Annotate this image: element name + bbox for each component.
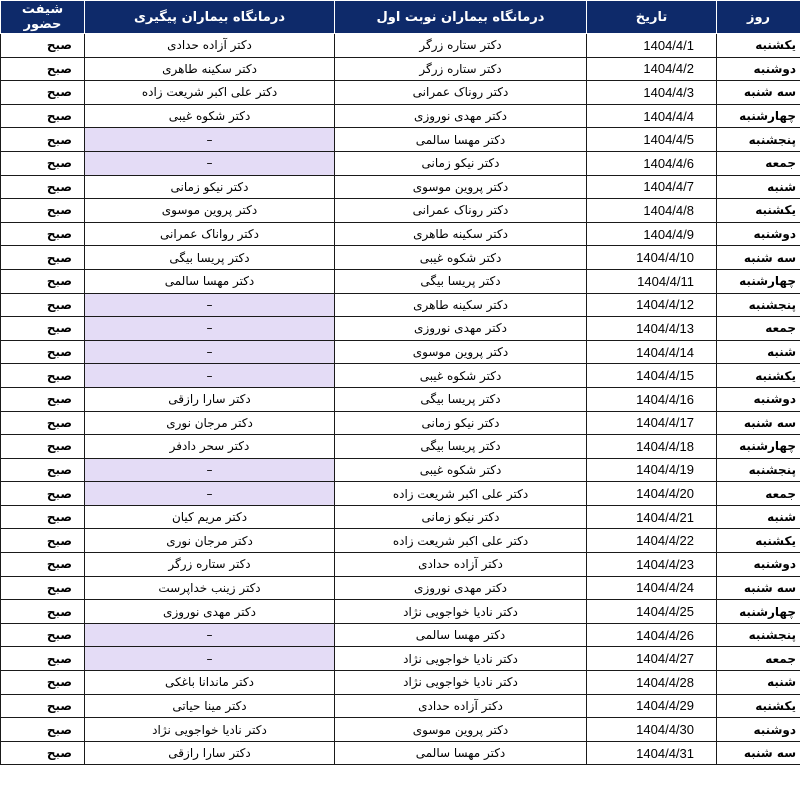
shift-cell: صبح	[1, 364, 85, 388]
day-cell: شنبه	[717, 175, 800, 199]
follow-up-doctor-cell: –	[85, 317, 335, 341]
table-row	[1, 199, 800, 223]
shift-cell: صبح	[1, 600, 85, 624]
date-cell: 1404/4/29	[587, 694, 717, 718]
date-cell: 1404/4/25	[587, 600, 717, 624]
header-first-visit-clinic: درمانگاه بیماران نوبت اول	[335, 1, 587, 34]
day-cell: سه شنبه	[717, 576, 800, 600]
date-cell: 1404/4/3	[587, 81, 717, 105]
day-cell: چهارشنبه	[717, 104, 800, 128]
follow-up-doctor-cell: –	[85, 293, 335, 317]
header-date: تاریخ	[587, 1, 717, 34]
follow-up-doctor-cell: –	[85, 128, 335, 152]
first-visit-doctor-cell: دکتر مهسا سالمی	[335, 128, 587, 152]
day-cell: پنجشنبه	[717, 128, 800, 152]
follow-up-doctor-cell: دکتر سکینه طاهری	[85, 57, 335, 81]
first-visit-doctor-cell: دکتر نادیا خواجویی نژاد	[335, 647, 587, 671]
table-row	[1, 435, 800, 459]
date-cell: 1404/4/31	[587, 741, 717, 765]
table-body	[1, 34, 800, 765]
shift-cell: صبح	[1, 104, 85, 128]
follow-up-doctor-cell: دکتر رواناک عمرانی	[85, 222, 335, 246]
table-row	[1, 269, 800, 293]
table-row	[1, 600, 800, 624]
table-row	[1, 411, 800, 435]
shift-cell: صبح	[1, 623, 85, 647]
date-cell: 1404/4/28	[587, 671, 717, 695]
first-visit-doctor-cell: دکتر نادیا خواجویی نژاد	[335, 600, 587, 624]
follow-up-doctor-cell: دکتر مهدی نوروزی	[85, 600, 335, 624]
shift-cell: صبح	[1, 647, 85, 671]
shift-cell: صبح	[1, 269, 85, 293]
first-visit-doctor-cell: دکتر نادیا خواجویی نژاد	[335, 671, 587, 695]
follow-up-doctor-cell: دکتر سارا رازقی	[85, 741, 335, 765]
table-row	[1, 340, 800, 364]
shift-cell: صبح	[1, 175, 85, 199]
day-cell: سه شنبه	[717, 411, 800, 435]
table-row	[1, 718, 800, 742]
date-cell: 1404/4/15	[587, 364, 717, 388]
day-cell: شنبه	[717, 505, 800, 529]
follow-up-doctor-cell: دکتر مرجان نوری	[85, 529, 335, 553]
first-visit-doctor-cell: دکتر سکینه طاهری	[335, 222, 587, 246]
day-cell: چهارشنبه	[717, 269, 800, 293]
date-cell: 1404/4/30	[587, 718, 717, 742]
follow-up-doctor-cell: دکتر ستاره زرگر	[85, 553, 335, 577]
table-row	[1, 387, 800, 411]
shift-cell: صبح	[1, 482, 85, 506]
date-cell: 1404/4/20	[587, 482, 717, 506]
first-visit-doctor-cell: دکتر پریسا بیگی	[335, 387, 587, 411]
day-cell: دوشنبه	[717, 387, 800, 411]
day-cell: یکشنبه	[717, 529, 800, 553]
day-cell: دوشنبه	[717, 553, 800, 577]
date-cell: 1404/4/4	[587, 104, 717, 128]
date-cell: 1404/4/1	[587, 34, 717, 58]
date-cell: 1404/4/13	[587, 317, 717, 341]
follow-up-doctor-cell: دکتر نیکو زمانی	[85, 175, 335, 199]
day-cell: جمعه	[717, 151, 800, 175]
shift-cell: صبح	[1, 505, 85, 529]
shift-cell: صبح	[1, 81, 85, 105]
first-visit-doctor-cell: دکتر علی اکبر شریعت زاده	[335, 529, 587, 553]
first-visit-doctor-cell: دکتر نیکو زمانی	[335, 151, 587, 175]
shift-cell: صبح	[1, 317, 85, 341]
date-cell: 1404/4/9	[587, 222, 717, 246]
table-row	[1, 553, 800, 577]
follow-up-doctor-cell: دکتر شکوه غیبی	[85, 104, 335, 128]
first-visit-doctor-cell: دکتر مهدی نوروزی	[335, 104, 587, 128]
first-visit-doctor-cell: دکتر آزاده حدادی	[335, 694, 587, 718]
first-visit-doctor-cell: دکتر پروین موسوی	[335, 175, 587, 199]
first-visit-doctor-cell: دکتر شکوه غیبی	[335, 246, 587, 270]
date-cell: 1404/4/26	[587, 623, 717, 647]
shift-cell: صبح	[1, 34, 85, 58]
table-row	[1, 576, 800, 600]
table-row	[1, 246, 800, 270]
date-cell: 1404/4/19	[587, 458, 717, 482]
first-visit-doctor-cell: دکتر پروین موسوی	[335, 340, 587, 364]
date-cell: 1404/4/8	[587, 199, 717, 223]
day-cell: سه شنبه	[717, 741, 800, 765]
follow-up-doctor-cell: دکتر مهسا سالمی	[85, 269, 335, 293]
table-row	[1, 57, 800, 81]
date-cell: 1404/4/17	[587, 411, 717, 435]
day-cell: چهارشنبه	[717, 435, 800, 459]
day-cell: یکشنبه	[717, 34, 800, 58]
first-visit-doctor-cell: دکتر نیکو زمانی	[335, 505, 587, 529]
table-row	[1, 222, 800, 246]
follow-up-doctor-cell: دکتر پریسا بیگی	[85, 246, 335, 270]
table-row	[1, 647, 800, 671]
first-visit-doctor-cell: دکتر شکوه غیبی	[335, 458, 587, 482]
follow-up-doctor-cell: دکتر علی اکبر شریعت زاده	[85, 81, 335, 105]
first-visit-doctor-cell: دکتر ستاره زرگر	[335, 34, 587, 58]
follow-up-doctor-cell: –	[85, 458, 335, 482]
shift-cell: صبح	[1, 576, 85, 600]
day-cell: شنبه	[717, 340, 800, 364]
table-row	[1, 151, 800, 175]
date-cell: 1404/4/7	[587, 175, 717, 199]
first-visit-doctor-cell: دکتر شکوه غیبی	[335, 364, 587, 388]
table-row	[1, 505, 800, 529]
first-visit-doctor-cell: دکتر مهسا سالمی	[335, 741, 587, 765]
first-visit-doctor-cell: دکتر ستاره زرگر	[335, 57, 587, 81]
date-cell: 1404/4/12	[587, 293, 717, 317]
table-row	[1, 671, 800, 695]
date-cell: 1404/4/18	[587, 435, 717, 459]
table-row	[1, 482, 800, 506]
follow-up-doctor-cell: دکتر سارا رازقی	[85, 387, 335, 411]
follow-up-doctor-cell: دکتر سحر دادفر	[85, 435, 335, 459]
table-row	[1, 317, 800, 341]
date-cell: 1404/4/23	[587, 553, 717, 577]
table-header	[1, 1, 800, 34]
date-cell: 1404/4/27	[587, 647, 717, 671]
follow-up-doctor-cell: دکتر مرجان نوری	[85, 411, 335, 435]
shift-cell: صبح	[1, 411, 85, 435]
header-shift: شیفت حضور	[1, 1, 85, 34]
table-row	[1, 34, 800, 58]
shift-cell: صبح	[1, 151, 85, 175]
day-cell: دوشنبه	[717, 222, 800, 246]
header-day: روز	[717, 1, 800, 34]
day-cell: دوشنبه	[717, 57, 800, 81]
follow-up-doctor-cell: –	[85, 151, 335, 175]
day-cell: یکشنبه	[717, 364, 800, 388]
first-visit-doctor-cell: دکتر نیکو زمانی	[335, 411, 587, 435]
table-row	[1, 623, 800, 647]
first-visit-doctor-cell: دکتر علی اکبر شریعت زاده	[335, 482, 587, 506]
day-cell: یکشنبه	[717, 694, 800, 718]
day-cell: سه شنبه	[717, 81, 800, 105]
table-row	[1, 529, 800, 553]
follow-up-doctor-cell: دکتر مینا حیاتی	[85, 694, 335, 718]
date-cell: 1404/4/5	[587, 128, 717, 152]
day-cell: چهارشنبه	[717, 600, 800, 624]
shift-cell: صبح	[1, 199, 85, 223]
date-cell: 1404/4/11	[587, 269, 717, 293]
table-row	[1, 81, 800, 105]
day-cell: جمعه	[717, 482, 800, 506]
first-visit-doctor-cell: دکتر مهدی نوروزی	[335, 317, 587, 341]
day-cell: یکشنبه	[717, 199, 800, 223]
first-visit-doctor-cell: دکتر مهدی نوروزی	[335, 576, 587, 600]
shift-cell: صبح	[1, 553, 85, 577]
follow-up-doctor-cell: دکتر زینب خداپرست	[85, 576, 335, 600]
day-cell: سه شنبه	[717, 246, 800, 270]
follow-up-doctor-cell: دکتر پروین موسوی	[85, 199, 335, 223]
shift-cell: صبح	[1, 694, 85, 718]
shift-cell: صبح	[1, 741, 85, 765]
table-row	[1, 104, 800, 128]
follow-up-doctor-cell: دکتر ماندانا باغکی	[85, 671, 335, 695]
first-visit-doctor-cell: دکتر پریسا بیگی	[335, 435, 587, 459]
shift-cell: صبح	[1, 458, 85, 482]
shift-cell: صبح	[1, 246, 85, 270]
date-cell: 1404/4/10	[587, 246, 717, 270]
date-cell: 1404/4/2	[587, 57, 717, 81]
day-cell: پنجشنبه	[717, 293, 800, 317]
shift-cell: صبح	[1, 222, 85, 246]
follow-up-doctor-cell: دکتر آزاده حدادی	[85, 34, 335, 58]
shift-cell: صبح	[1, 435, 85, 459]
first-visit-doctor-cell: دکتر روناک عمرانی	[335, 81, 587, 105]
table-row	[1, 175, 800, 199]
table-row	[1, 293, 800, 317]
day-cell: پنجشنبه	[717, 458, 800, 482]
follow-up-doctor-cell: –	[85, 623, 335, 647]
table-row	[1, 741, 800, 765]
follow-up-doctor-cell: دکتر مریم کیان	[85, 505, 335, 529]
header-follow-up-clinic: درمانگاه بیماران پیگیری	[85, 1, 335, 34]
first-visit-doctor-cell: دکتر مهسا سالمی	[335, 623, 587, 647]
day-cell: پنجشنبه	[717, 623, 800, 647]
shift-cell: صبح	[1, 293, 85, 317]
first-visit-doctor-cell: دکتر آزاده حدادی	[335, 553, 587, 577]
table-row	[1, 364, 800, 388]
first-visit-doctor-cell: دکتر پریسا بیگی	[335, 269, 587, 293]
shift-cell: صبح	[1, 671, 85, 695]
shift-cell: صبح	[1, 529, 85, 553]
day-cell: شنبه	[717, 671, 800, 695]
follow-up-doctor-cell: –	[85, 647, 335, 671]
day-cell: جمعه	[717, 317, 800, 341]
shift-cell: صبح	[1, 128, 85, 152]
header-row	[1, 1, 800, 34]
date-cell: 1404/4/14	[587, 340, 717, 364]
day-cell: دوشنبه	[717, 718, 800, 742]
date-cell: 1404/4/22	[587, 529, 717, 553]
first-visit-doctor-cell: دکتر سکینه طاهری	[335, 293, 587, 317]
date-cell: 1404/4/16	[587, 387, 717, 411]
table-row	[1, 128, 800, 152]
date-cell: 1404/4/6	[587, 151, 717, 175]
shift-cell: صبح	[1, 57, 85, 81]
follow-up-doctor-cell: –	[85, 364, 335, 388]
table-row	[1, 694, 800, 718]
shift-cell: صبح	[1, 340, 85, 364]
shift-cell: صبح	[1, 718, 85, 742]
table-row	[1, 458, 800, 482]
date-cell: 1404/4/21	[587, 505, 717, 529]
follow-up-doctor-cell: دکتر نادیا خواجویی نژاد	[85, 718, 335, 742]
first-visit-doctor-cell: دکتر پروین موسوی	[335, 718, 587, 742]
follow-up-doctor-cell: –	[85, 482, 335, 506]
follow-up-doctor-cell: –	[85, 340, 335, 364]
first-visit-doctor-cell: دکتر روناک عمرانی	[335, 199, 587, 223]
shift-cell: صبح	[1, 387, 85, 411]
date-cell: 1404/4/24	[587, 576, 717, 600]
day-cell: جمعه	[717, 647, 800, 671]
